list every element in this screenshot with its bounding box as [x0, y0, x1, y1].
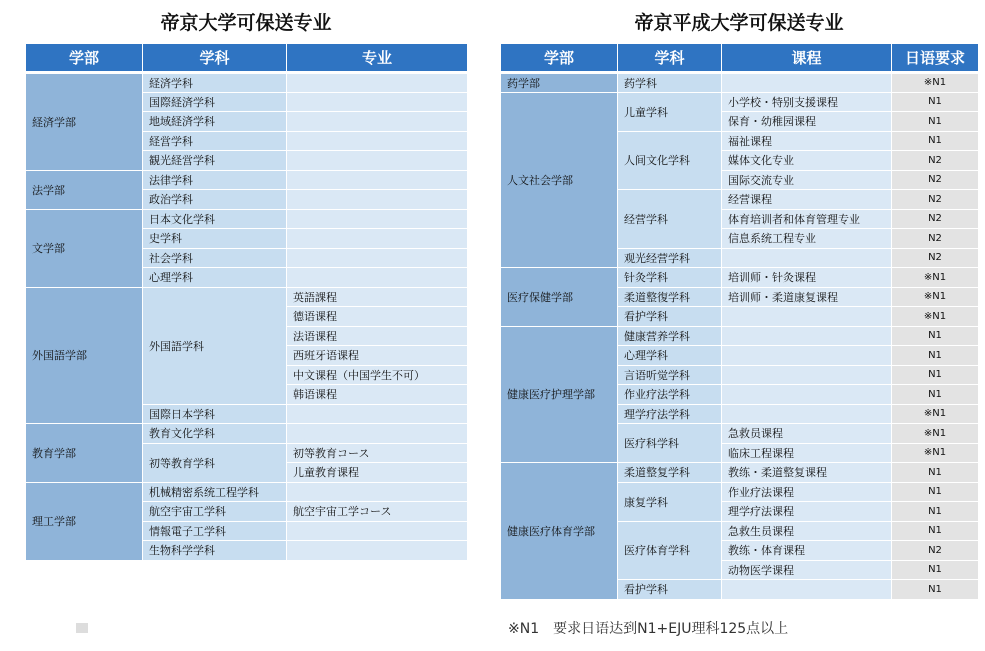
japanese-requirement-cell: ※N1 [892, 424, 979, 444]
course-cell: 临床工程课程 [722, 443, 892, 463]
japanese-requirement-cell: ※N1 [892, 73, 979, 93]
table-row [26, 287, 468, 307]
japanese-requirement-cell: N1 [892, 521, 979, 541]
table-row [26, 482, 468, 502]
teikyo-university-table [25, 43, 468, 561]
left-table-title: 帝京大学可保送专业 [160, 12, 332, 34]
major-cell [287, 92, 468, 112]
japanese-requirement-cell: N2 [892, 229, 979, 249]
course-cell [722, 365, 892, 385]
subject-cell: 柔道整复学科 [618, 463, 722, 483]
subject-cell: 人间文化学科 [618, 131, 722, 190]
subject-cell: 观光经营学科 [618, 248, 722, 268]
subject-cell: 看护学科 [618, 307, 722, 327]
subject-cell: 史学科 [143, 229, 287, 249]
major-cell: 初等教育コース [287, 443, 468, 463]
course-cell: 媒体文化专业 [722, 151, 892, 171]
subject-cell: 社会学科 [143, 248, 287, 268]
course-cell [722, 385, 892, 405]
course-cell: 体育培训者和体育管理专业 [722, 209, 892, 229]
japanese-requirement-cell: N2 [892, 248, 979, 268]
right-table-title: 帝京平成大学可保送专业 [634, 12, 844, 34]
course-cell [722, 248, 892, 268]
japanese-requirement-cell: ※N1 [892, 404, 979, 424]
subject-cell: 康复学科 [618, 482, 722, 521]
japanese-requirement-cell: ※N1 [892, 307, 979, 327]
japanese-requirement-cell: N2 [892, 541, 979, 561]
major-cell: 航空宇宙工学コース [287, 502, 468, 522]
table-row [501, 326, 979, 346]
subject-cell: 看护学科 [618, 580, 722, 600]
teikyo-heisei-university-table [500, 43, 979, 600]
course-cell: 理学疗法课程 [722, 502, 892, 522]
subject-cell: 国際日本学科 [143, 404, 287, 424]
subject-cell: 柔道整復学科 [618, 287, 722, 307]
subject-cell: 作业疗法学科 [618, 385, 722, 405]
major-cell: 法语课程 [287, 326, 468, 346]
dept-cell: 人文社会学部 [501, 92, 618, 268]
dept-cell: 教育学部 [26, 424, 143, 483]
course-cell: 培训师・柔道康复课程 [722, 287, 892, 307]
japanese-requirement-cell: N1 [892, 131, 979, 151]
major-cell: 西班牙语课程 [287, 346, 468, 366]
header-major: 专业 [287, 44, 468, 73]
japanese-requirement-cell: N1 [892, 482, 979, 502]
subject-cell: 健康营养学科 [618, 326, 722, 346]
japanese-requirement-cell: N2 [892, 190, 979, 210]
subject-cell: 政治学科 [143, 190, 287, 210]
subject-cell: 机械精密系统工程学科 [143, 482, 287, 502]
japanese-requirement-cell: N1 [892, 92, 979, 112]
course-cell: 作业疗法课程 [722, 482, 892, 502]
subject-cell: 儿童学科 [618, 92, 722, 131]
japanese-requirement-cell: N1 [892, 365, 979, 385]
course-cell: 小学校・特别支援课程 [722, 92, 892, 112]
course-cell [722, 580, 892, 600]
table-row [26, 73, 468, 93]
subject-cell: 情報電子工学科 [143, 521, 287, 541]
subject-cell: 法律学科 [143, 170, 287, 190]
major-cell [287, 209, 468, 229]
subject-cell: 理学疗法学科 [618, 404, 722, 424]
course-cell: 福祉课程 [722, 131, 892, 151]
major-cell: 韩语课程 [287, 385, 468, 405]
table-row [26, 209, 468, 229]
subject-cell: 経営学科 [143, 131, 287, 151]
course-cell: 信息系统工程专业 [722, 229, 892, 249]
subject-cell: 教育文化学科 [143, 424, 287, 444]
course-cell: 动物医学课程 [722, 560, 892, 580]
subject-cell: 医疗科学科 [618, 424, 722, 463]
major-cell [287, 229, 468, 249]
subject-cell: 外国語学科 [143, 287, 287, 404]
subject-cell: 航空宇宙工学科 [143, 502, 287, 522]
major-cell: 英語課程 [287, 287, 468, 307]
major-cell [287, 521, 468, 541]
japanese-requirement-cell: N1 [892, 326, 979, 346]
course-cell [722, 346, 892, 366]
subject-cell: 针灸学科 [618, 268, 722, 288]
major-cell [287, 170, 468, 190]
dept-cell: 健康医疗体育学部 [501, 463, 618, 600]
course-cell: 教练・体育课程 [722, 541, 892, 561]
subject-cell: 心理学科 [143, 268, 287, 288]
course-cell: 保育・幼稚园课程 [722, 112, 892, 132]
header-course: 课程 [722, 44, 892, 73]
japanese-requirement-cell: N1 [892, 112, 979, 132]
subject-cell: 初等教育学科 [143, 443, 287, 482]
table-row [26, 424, 468, 444]
japanese-requirement-cell: ※N1 [892, 443, 979, 463]
course-cell: 经营课程 [722, 190, 892, 210]
header-dept: 学部 [501, 44, 618, 73]
major-cell [287, 112, 468, 132]
japanese-requirement-cell: N1 [892, 463, 979, 483]
subject-cell: 生物科学学科 [143, 541, 287, 561]
subject-cell: 日本文化学科 [143, 209, 287, 229]
header-japanese-requirement: 日语要求 [892, 44, 979, 73]
major-cell [287, 151, 468, 171]
major-cell [287, 424, 468, 444]
course-cell: 教练・柔道整复课程 [722, 463, 892, 483]
course-cell [722, 73, 892, 93]
major-cell: 儿童教育课程 [287, 463, 468, 483]
subject-cell: 地域経済学科 [143, 112, 287, 132]
course-cell: 培训师・针灸课程 [722, 268, 892, 288]
subject-cell: 经营学科 [618, 190, 722, 249]
japanese-requirement-cell: N1 [892, 580, 979, 600]
japanese-requirement-cell: ※N1 [892, 287, 979, 307]
header-dept: 学部 [26, 44, 143, 73]
course-cell [722, 307, 892, 327]
course-cell: 急救员课程 [722, 424, 892, 444]
japanese-requirement-cell: N2 [892, 170, 979, 190]
table-row [501, 463, 979, 483]
major-cell [287, 73, 468, 93]
course-cell [722, 326, 892, 346]
major-cell [287, 190, 468, 210]
footnote: ※N1 要求日语达到N1+EJU理科125点以上 [508, 621, 789, 637]
subject-cell: 経済学科 [143, 73, 287, 93]
major-cell: 中文课程（中国学生不可） [287, 365, 468, 385]
japanese-requirement-cell: ※N1 [892, 268, 979, 288]
major-cell [287, 248, 468, 268]
major-cell [287, 131, 468, 151]
header-subject: 学科 [143, 44, 287, 73]
subject-cell: 観光経営学科 [143, 151, 287, 171]
japanese-requirement-cell: N1 [892, 346, 979, 366]
subject-cell: 药学科 [618, 73, 722, 93]
placeholder-image-icon [76, 623, 88, 633]
dept-cell: 医疗保健学部 [501, 268, 618, 327]
dept-cell: 药学部 [501, 73, 618, 93]
table-row [501, 268, 979, 288]
japanese-requirement-cell: N1 [892, 502, 979, 522]
table-row [501, 92, 979, 112]
subject-cell: 言语听觉学科 [618, 365, 722, 385]
table-row [26, 170, 468, 190]
japanese-requirement-cell: N1 [892, 560, 979, 580]
header-subject: 学科 [618, 44, 722, 73]
dept-cell: 文学部 [26, 209, 143, 287]
course-cell: 急救生员课程 [722, 521, 892, 541]
course-cell [722, 404, 892, 424]
dept-cell: 理工学部 [26, 482, 143, 560]
major-cell: 德语课程 [287, 307, 468, 327]
subject-cell: 国際経済学科 [143, 92, 287, 112]
major-cell [287, 482, 468, 502]
major-cell [287, 404, 468, 424]
table-row [501, 73, 979, 93]
japanese-requirement-cell: N2 [892, 151, 979, 171]
dept-cell: 経済学部 [26, 73, 143, 171]
course-cell: 国际交流专业 [722, 170, 892, 190]
subject-cell: 心理学科 [618, 346, 722, 366]
japanese-requirement-cell: N1 [892, 385, 979, 405]
major-cell [287, 268, 468, 288]
dept-cell: 法学部 [26, 170, 143, 209]
japanese-requirement-cell: N2 [892, 209, 979, 229]
dept-cell: 健康医疗护理学部 [501, 326, 618, 463]
major-cell [287, 541, 468, 561]
dept-cell: 外国語学部 [26, 287, 143, 424]
subject-cell: 医疗体育学科 [618, 521, 722, 580]
